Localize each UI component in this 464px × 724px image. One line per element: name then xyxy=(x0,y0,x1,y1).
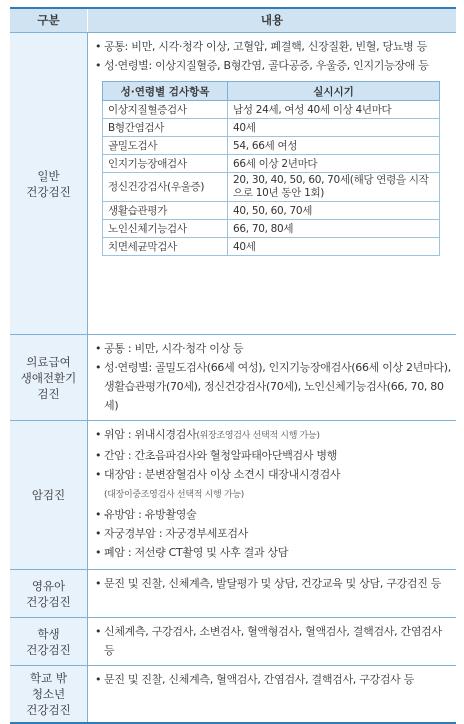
content-cell xyxy=(88,33,456,334)
bullet-item xyxy=(94,524,452,543)
category-line: 청소년 xyxy=(31,687,66,701)
item-text: 유방암 : 유방촬영술 xyxy=(104,508,197,521)
category-line: 학교 밖 xyxy=(30,671,67,685)
row-general-checkup xyxy=(10,33,456,335)
sub-cell-timing: 40세 xyxy=(228,238,440,256)
category-line: 의료급여 xyxy=(26,354,71,369)
sub-cell-timing: 66세 이상 2년마다 xyxy=(228,155,440,173)
sub-header-item: 성·연령별 검사항목 xyxy=(103,82,228,101)
category-line: 영유아 xyxy=(31,578,66,593)
content-cell xyxy=(88,570,456,617)
category-cell xyxy=(10,421,88,569)
category-line: 학생 xyxy=(37,626,60,641)
row-out-of-school-youth-checkup xyxy=(10,666,456,724)
sub-cell-item: 치면세균막검사 xyxy=(103,238,228,256)
table-row xyxy=(103,202,440,220)
bullet-item: • 성·연령별: 이상지질혈증, B형간염, 골다공증, 우울증, 인지기능장애 등 xyxy=(94,56,452,75)
bullet-item xyxy=(94,446,452,465)
row-student-checkup xyxy=(10,618,456,666)
table-row xyxy=(103,173,440,202)
bullet-item xyxy=(94,425,452,446)
bullet-item xyxy=(94,543,452,562)
bullet-item: • 문진 및 진찰, 신체계측, 발달평가 및 상담, 건강교육 및 상담, 구강검진 등 xyxy=(94,574,452,593)
table-row xyxy=(103,101,440,119)
health-checkup-table xyxy=(10,7,456,724)
table-row xyxy=(103,137,440,155)
sub-cell-item: 생활습관평가 xyxy=(103,202,228,220)
category-cell xyxy=(10,666,88,722)
category-cell xyxy=(10,33,88,334)
sub-cell-timing: 남성 24세, 여성 40세 이상 4년마다 xyxy=(228,101,440,119)
content-cell xyxy=(88,335,456,420)
item-text: 위암 : 위내시경검사 xyxy=(104,428,197,441)
bullet-item xyxy=(94,505,452,524)
sub-cell-item: 인지기능장애검사 xyxy=(103,155,228,173)
row-medical-aid-checkup xyxy=(10,335,456,421)
sub-header-timing: 실시시기 xyxy=(228,82,440,101)
category-line: 건강검진 xyxy=(26,642,71,657)
category-line: 건강검진 xyxy=(26,184,71,199)
item-text: 대장암 : 분변잠혈검사 이상 소견시 대장내시경검사 xyxy=(104,468,341,481)
table-header xyxy=(10,9,456,33)
category-line: 검진 xyxy=(37,386,60,401)
sub-cell-item: 골밀도검사 xyxy=(103,137,228,155)
item-note: (대장이중조영검사 선택적 시행 가능) xyxy=(104,490,245,500)
content-cell xyxy=(88,421,456,569)
item-text: 간암 : 간초음파검사와 혈청알파태아단백검사 병행 xyxy=(104,449,338,462)
table-row xyxy=(103,220,440,238)
sub-cell-timing: 54, 66세 여성 xyxy=(228,137,440,155)
category-cell xyxy=(10,335,88,420)
category-cell xyxy=(10,570,88,617)
content-cell xyxy=(88,618,456,665)
table-row xyxy=(103,238,440,256)
category-line: 생애전환기 xyxy=(20,370,77,385)
category-line: 일반 xyxy=(37,168,60,183)
item-text: 자궁경부암 : 자궁경부세포검사 xyxy=(104,527,249,540)
item-note: (위장조영검사 선택적 시행 가능) xyxy=(196,431,320,441)
sub-cell-item: 노인신체기능검사 xyxy=(103,220,228,238)
bullet-item: • 신체계측, 구강검사, 소변검사, 혈액형검사, 혈액검사, 결핵검사, 간염검사 등 xyxy=(94,622,452,660)
category-line: 암검진 xyxy=(31,488,66,502)
row-cancer-screening xyxy=(10,421,456,570)
sub-cell-timing: 40세 xyxy=(228,119,440,137)
sub-table xyxy=(102,81,440,256)
table-row xyxy=(103,155,440,173)
sub-cell-timing: 66, 70, 80세 xyxy=(228,220,440,238)
header-category: 구분 xyxy=(10,9,88,32)
table-row xyxy=(103,119,440,137)
sub-cell-item: B형간염검사 xyxy=(103,119,228,137)
item-text: 폐암 : 저선량 CT촬영 및 사후 결과 상담 xyxy=(104,546,289,559)
sub-cell-item: 이상지질혈증검사 xyxy=(103,101,228,119)
row-infant-checkup xyxy=(10,570,456,618)
bullet-item: • 공통 : 비만, 시각·청각 이상 등 xyxy=(94,339,452,358)
category-line: 건강검진 xyxy=(26,703,71,717)
sub-cell-item: 정신건강검사(우울증) xyxy=(103,173,228,202)
category-line: 건강검진 xyxy=(26,594,71,609)
bullet-item: • 문진 및 진찰, 신체계측, 혈액검사, 간염검사, 결핵검사, 구강검사 등 xyxy=(94,670,452,689)
header-content: 내용 xyxy=(260,13,284,27)
bullet-item: • 공통: 비만, 시각·청각 이상, 고혈압, 폐결핵, 신장질환, 빈혈, 당뇨병 등 xyxy=(94,37,452,56)
content-cell xyxy=(88,666,456,722)
category-cell xyxy=(10,618,88,665)
bullet-item xyxy=(94,465,452,505)
sub-cell-timing: 40, 50, 60, 70세 xyxy=(228,202,440,220)
bullet-item: • 성·연령별: 골밀도검사(66세 여성), 인지기능장애검사(66세 이상 2년마다), 생활습관평가(70세), 정신건강검사(70세), 노인신체기능검사(66, 70, 80세) xyxy=(94,358,452,415)
sub-cell-timing: 20, 30, 40, 50, 60, 70세(해당 연령을 시작으로 10년 동안 1회) xyxy=(228,173,440,202)
